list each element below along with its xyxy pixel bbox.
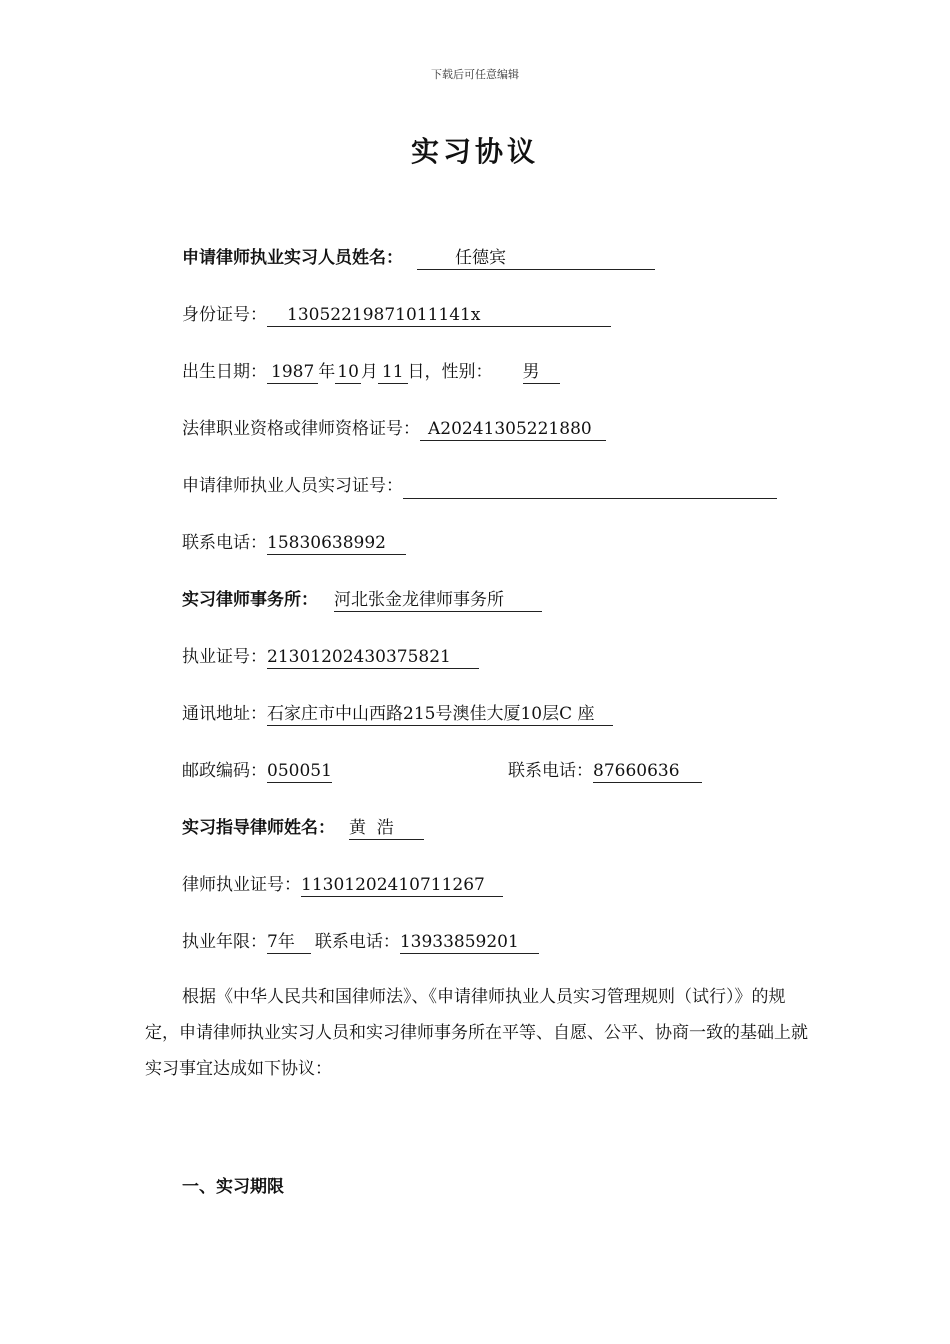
address-row xyxy=(182,701,613,727)
firm-label: 实习律师事务所： xyxy=(182,590,318,610)
applicant-name-label: 申请律师执业实习人员姓名： xyxy=(182,248,403,268)
years-label: 执业年限： xyxy=(182,932,267,952)
postcode-value: 050051 xyxy=(267,761,332,781)
applicant-name-field xyxy=(417,247,655,270)
birth-year-unit: 年 xyxy=(318,362,336,382)
id-number-label: 身份证号： xyxy=(182,305,267,325)
applicant-name-row xyxy=(182,245,655,271)
firm-license-value: 21301202430375821 xyxy=(267,646,479,669)
birth-day-value: 11 xyxy=(378,361,408,384)
address-label: 通讯地址： xyxy=(182,704,267,724)
applicant-name-value: 任德宾 xyxy=(455,248,506,268)
firm-phone-value: 87660636 xyxy=(593,760,702,783)
intern-cert-row xyxy=(182,473,777,499)
id-number-value: 13052219871011141x xyxy=(287,305,481,325)
birth-month-value: 10 xyxy=(337,362,359,382)
qualification-value: A20241305221880 xyxy=(420,418,606,441)
section-heading: 一、实习期限 xyxy=(182,1177,284,1197)
gender-value: 男 xyxy=(523,361,560,384)
postcode-row xyxy=(182,758,332,784)
qualification-label: 法律职业资格或律师资格证号： xyxy=(182,419,420,439)
mentor-license-label: 律师执业证号： xyxy=(182,875,301,895)
address-value: 石家庄市中山西路215号澳佳大厦10层C 座 xyxy=(267,703,613,726)
id-number-row xyxy=(182,302,611,328)
mentor-license-row xyxy=(182,872,503,898)
firm-license-row xyxy=(182,644,479,670)
mentor-label: 实习指导律师姓名： xyxy=(182,818,335,838)
birth-month-unit: 月 xyxy=(360,362,378,382)
mentor-years-row xyxy=(182,929,539,955)
intern-cert-label: 申请律师执业人员实习证号： xyxy=(182,476,403,496)
id-number-field xyxy=(267,304,611,327)
firm-license-label: 执业证号： xyxy=(182,647,267,667)
birth-day-gender-label: 日，性别： xyxy=(407,362,493,382)
agreement-paragraph xyxy=(145,979,810,1087)
birth-year-value: 1987 xyxy=(267,361,318,384)
birth-date-label: 出生日期： xyxy=(182,362,267,382)
intern-cert-value xyxy=(403,476,777,499)
firm-phone-label: 联系电话： xyxy=(508,761,593,781)
firm-row xyxy=(182,587,542,613)
phone-value: 15830638992 xyxy=(267,532,406,555)
mentor-row xyxy=(182,815,424,841)
phone-label: 联系电话： xyxy=(182,533,267,553)
phone-row xyxy=(182,530,406,556)
document-title: 实习协议 xyxy=(410,135,539,168)
firm-value: 河北张金龙律师事务所 xyxy=(334,589,542,612)
qualification-row xyxy=(182,416,606,442)
postcode-label: 邮政编码： xyxy=(182,761,267,781)
birth-date-row xyxy=(182,359,560,385)
mentor-license-value: 11301202410711267 xyxy=(301,874,503,897)
agreement-paragraph-text: 根据《中华人民共和国律师法》、《申请律师执业人员实习管理规则（试行）》的规定，申请律师执业实习人员和实习律师事务所在平等、自愿、公平、协商一致的基础上就实习事宜达成如下协议： xyxy=(145,987,808,1079)
mentor-value: 黄 浩 xyxy=(349,817,424,840)
mentor-phone-label: 联系电话： xyxy=(314,932,400,952)
mentor-phone-value: 13933859201 xyxy=(400,931,539,954)
years-value: 7年 xyxy=(267,931,311,954)
firm-phone-row xyxy=(508,758,702,784)
header-note: 下载后可任意编辑 xyxy=(431,68,519,81)
